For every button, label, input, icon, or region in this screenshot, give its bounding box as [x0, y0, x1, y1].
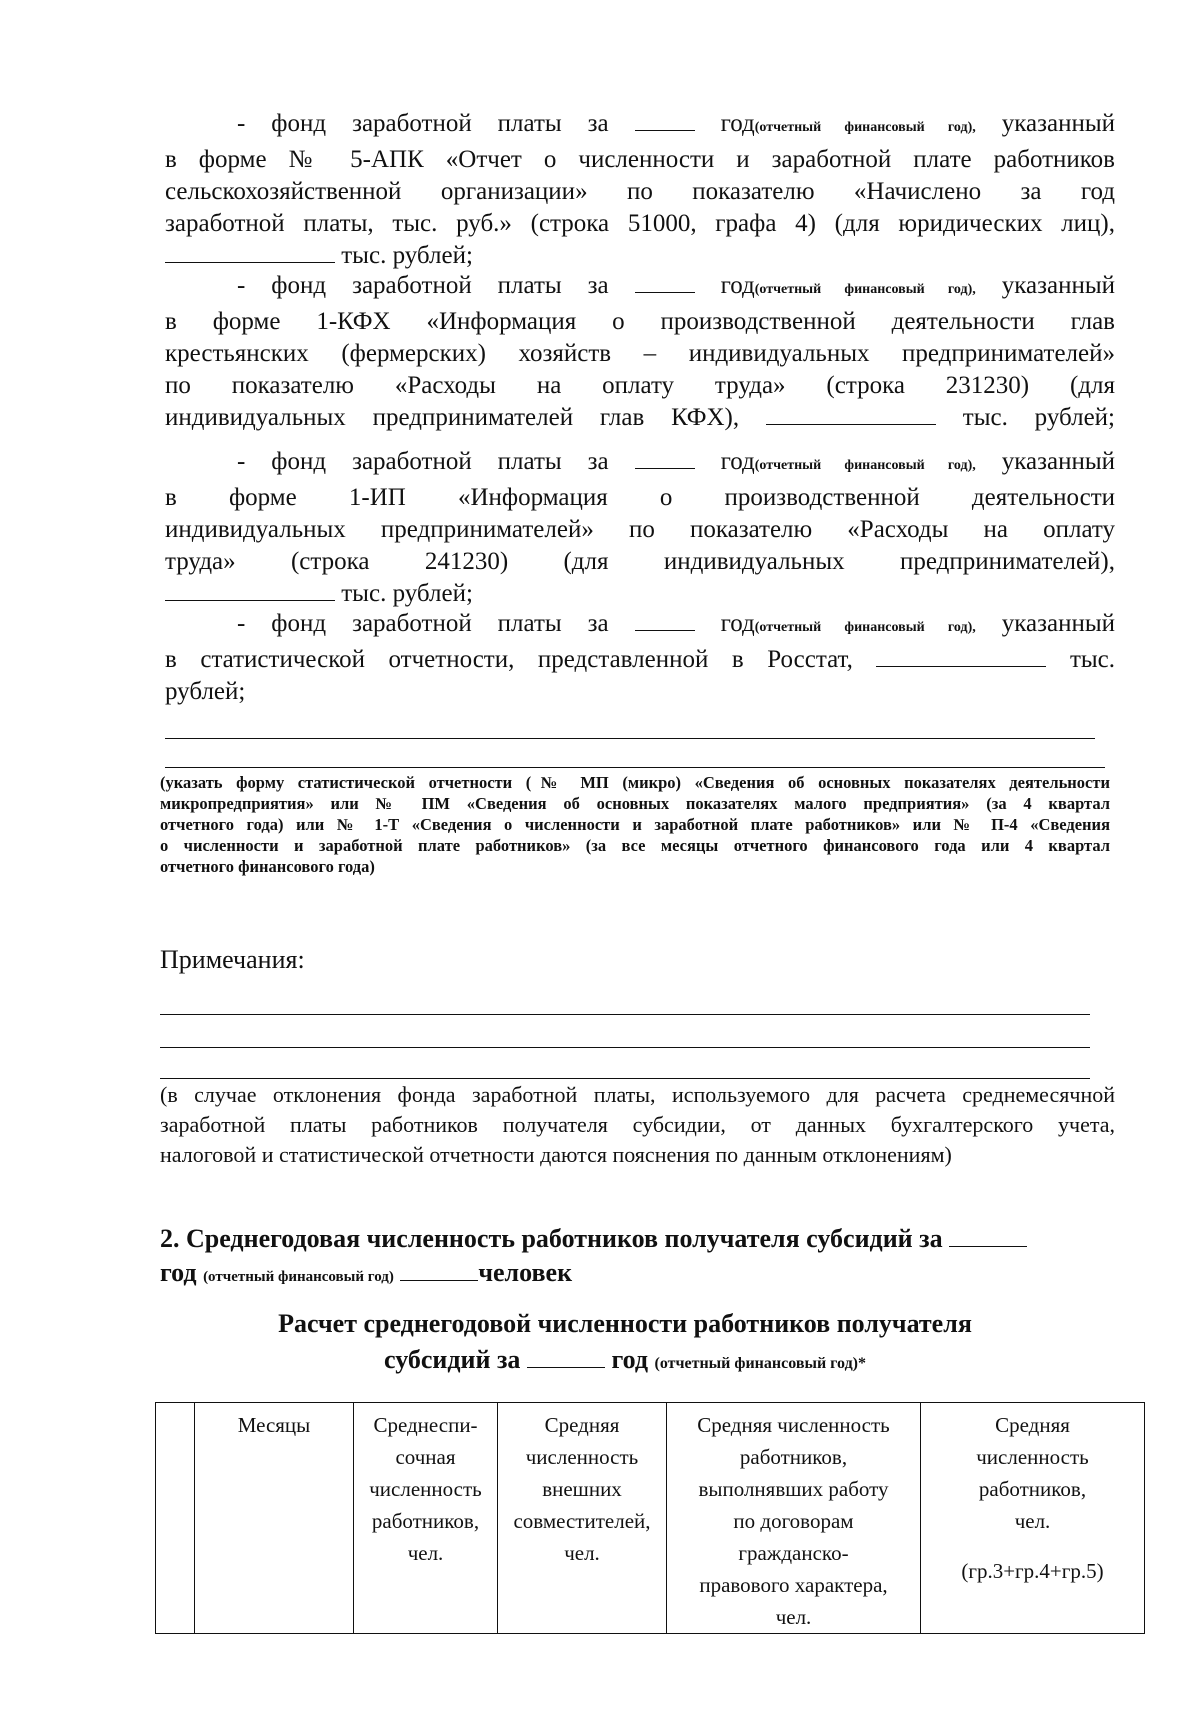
unit-label: человек: [478, 1258, 573, 1287]
year-blank: [635, 612, 695, 631]
fund-line: в форме 1-ИП «Информация о производственной деятельности: [165, 484, 1115, 511]
header-text: чел.: [407, 1541, 444, 1565]
header-text: выполнявших работу: [698, 1477, 889, 1501]
header-text: (гр.3+гр.4+гр.5): [961, 1559, 1104, 1583]
header-text: Средняя: [544, 1413, 620, 1437]
year-word: год: [611, 1345, 648, 1374]
fund-line: труда» (строка 241230) (для индивидуальных предпринимателей),: [165, 548, 1115, 575]
table-header-cell: [498, 1403, 667, 1634]
header-text: по договорам: [733, 1509, 854, 1533]
section-2-line1: 2. Среднегодовая численность работников получателя субсидий за: [160, 1224, 943, 1253]
header-text: Среднеспи-: [373, 1413, 478, 1437]
header-text: численность: [369, 1477, 482, 1501]
year-word: год: [160, 1258, 197, 1287]
fund-line: в форме 1-КФХ «Информация о производственной деятельности глав: [165, 308, 1115, 335]
hint-line: микропредприятия» или № ПМ «Сведения об основных показателях малого предприятия» (за 4 квартал: [160, 794, 1110, 813]
fund-line: индивидуальных предпринимателей глав КФХ),: [165, 404, 740, 431]
year-note: (отчетный финансовый год): [203, 1269, 394, 1285]
fund-line: в форме № 5-АПК «Отчет о численности и заработной плате работников: [165, 146, 1115, 173]
notes-title: Примечания:: [160, 945, 305, 974]
deviation-hint: [160, 1080, 1115, 1170]
header-text: численность: [525, 1445, 639, 1469]
headcount-table: [155, 1402, 1145, 1634]
amount-blank: [876, 648, 1046, 667]
year-blank: [635, 450, 695, 469]
fund-line: тыс. рублей;: [341, 242, 473, 269]
hint-line: отчетного финансового года): [160, 857, 375, 876]
year-note: (отчетный финансовый год),: [754, 282, 976, 297]
year-blank: [635, 274, 695, 293]
fund-line: тыс. рублей;: [341, 580, 473, 607]
fund-line: индивидуальных предпринимателей» по показателю «Расходы на оплату: [165, 516, 1115, 543]
header-text: гражданско-: [738, 1541, 849, 1565]
header-text: Средняя численность: [697, 1413, 890, 1437]
hint-line: о численности и заработной плате работников» (за все месяцы отчетного финансового года или 4 квартал: [160, 836, 1110, 855]
header-text: чел.: [564, 1541, 600, 1565]
stat-form-line: [165, 767, 1105, 768]
fund-line: указанный: [1001, 272, 1116, 299]
fund-line: указанный: [1001, 110, 1116, 137]
count-blank: [400, 1262, 478, 1281]
year-blank: [527, 1349, 605, 1368]
year-note: (отчетный финансовый год),: [754, 458, 976, 473]
header-text: сочная: [395, 1445, 456, 1469]
fund-line: рублей;: [165, 678, 246, 705]
year-note: (отчетный финансовый год)*: [654, 1355, 866, 1372]
stat-form-line: [165, 738, 1095, 739]
header-text: внешних: [542, 1477, 622, 1501]
hint-line: заработной платы работников получателя субсидии, от данных бухгалтерского учета,: [160, 1112, 1115, 1137]
header-text: работников,: [978, 1477, 1087, 1501]
year-blank: [635, 112, 695, 131]
fund-line: тыс.: [1069, 646, 1116, 673]
fund-item-1kfh: [165, 270, 1115, 434]
header-text: работников,: [739, 1445, 848, 1469]
fund-line: сельскохозяйственной организации» по показателю «Начислено за год: [165, 178, 1115, 205]
fund-line: по показателю «Расходы на оплату труда» (строка 231230) (для: [165, 372, 1115, 399]
notes-line: [160, 1078, 1090, 1079]
amount-blank: [766, 406, 936, 425]
header-text: работников,: [371, 1509, 480, 1533]
header-text: численность: [976, 1445, 1089, 1469]
table-header-cell: [921, 1403, 1145, 1634]
header-text: чел.: [775, 1605, 812, 1629]
fund-line: тыс. рублей;: [962, 404, 1116, 431]
fund-line: крестьянских (фермерских) хозяйств – индивидуальных предпринимателей»: [165, 340, 1115, 367]
header-text: Месяцы: [237, 1413, 311, 1437]
fund-prefix: - фонд заработной платы за: [237, 110, 609, 137]
hint-line: отчетного года) или № 1-Т «Сведения о численности и заработной плате работников» или № П-4 «Сведения: [160, 815, 1110, 834]
notes-line: [160, 1047, 1090, 1048]
fund-prefix: - фонд заработной платы за: [237, 610, 609, 637]
fund-item-5apk: [165, 108, 1115, 272]
year-word: год: [720, 448, 755, 475]
table-header-cell: [156, 1403, 195, 1634]
notes-line: [160, 1014, 1090, 1015]
fund-prefix: - фонд заработной платы за: [237, 448, 609, 475]
section-2-heading: [160, 1222, 1105, 1294]
header-text: чел.: [1014, 1509, 1051, 1533]
fund-line: заработной платы, тыс. руб.» (строка 51000, графа 4) (для юридических лиц),: [165, 210, 1115, 237]
header-text: совместителей,: [513, 1509, 651, 1533]
hint-line: налоговой и статистической отчетности даются пояснения по данным отклонениям): [160, 1142, 952, 1167]
year-word: год: [720, 272, 755, 299]
table-header-cell: [667, 1403, 921, 1634]
header-text: Средняя: [995, 1413, 1070, 1437]
year-word: год: [720, 110, 755, 137]
fund-item-1ip: [165, 446, 1115, 610]
hint-line: (указать форму статистической отчетности (№ МП (микро) «Сведения об основных показателях деятельности: [160, 773, 1110, 792]
calc-title: [150, 1306, 1100, 1382]
year-blank: [949, 1228, 1027, 1247]
table-header-cell: [195, 1403, 354, 1634]
stat-form-hint: [160, 772, 1110, 877]
table-header-cell: [354, 1403, 498, 1634]
hint-line: (в случае отклонения фонда заработной платы, используемого для расчета среднемесячной: [160, 1082, 1115, 1107]
calc-title-prefix: субсидий за: [384, 1345, 521, 1374]
header-text: правового характера,: [699, 1573, 888, 1597]
fund-item-rosstat: [165, 608, 1115, 708]
fund-line: в статистической отчетности, представленной в Росстат,: [165, 646, 853, 673]
calc-title-line1: Расчет среднегодовой численности работников получателя: [278, 1309, 972, 1338]
table-header-row: [156, 1403, 1145, 1634]
amount-blank: [165, 582, 335, 601]
year-note: (отчетный финансовый год),: [754, 620, 976, 635]
fund-prefix: - фонд заработной платы за: [237, 272, 609, 299]
fund-line: указанный: [1001, 610, 1116, 637]
header-spacer: [925, 1537, 1140, 1555]
fund-line: указанный: [1001, 448, 1116, 475]
amount-blank: [165, 244, 335, 263]
year-note: (отчетный финансовый год),: [754, 120, 976, 135]
year-word: год: [720, 610, 755, 637]
